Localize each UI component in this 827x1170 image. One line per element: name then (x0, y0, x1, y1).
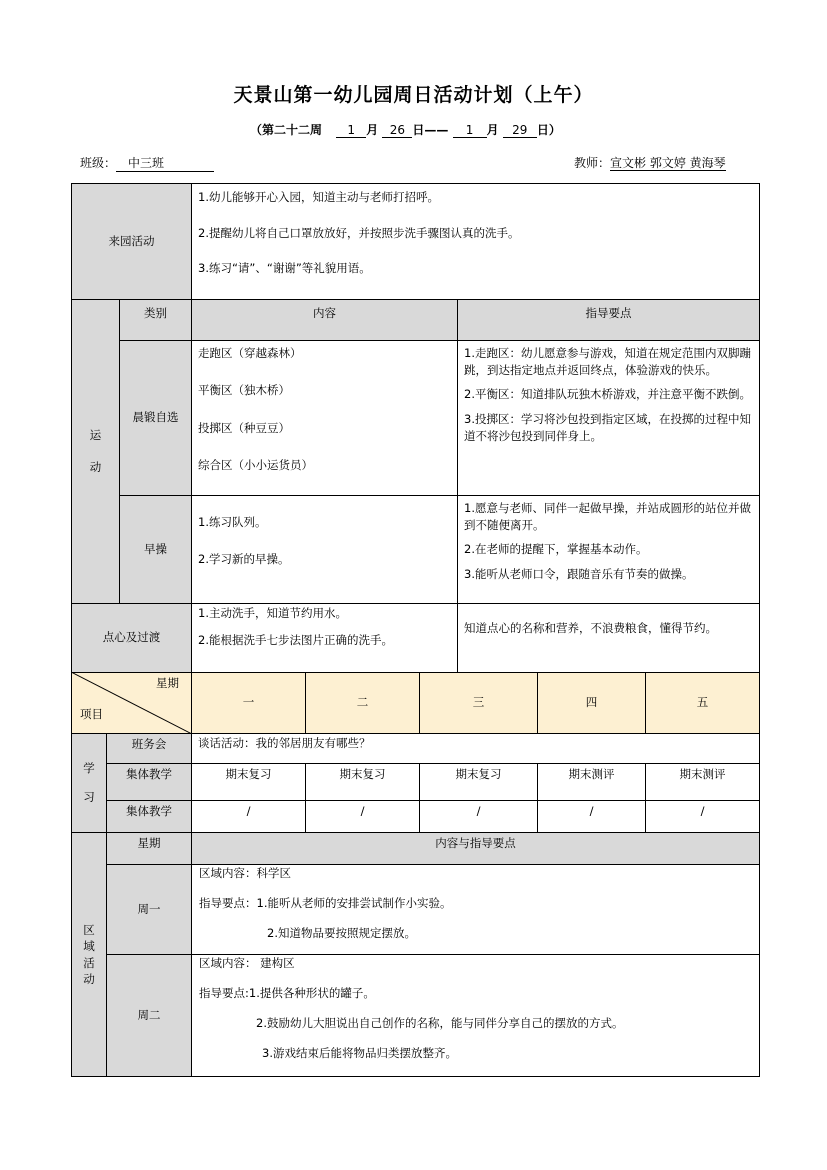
corner-item: 项目 (80, 706, 103, 721)
area-line: 3.游戏结束后能将物品归类摆放整齐。 (262, 1046, 457, 1060)
sport-label (71, 299, 120, 604)
start-day: 26 (382, 123, 412, 138)
class-meeting-content: 谈话活动：我的邻居朋友有哪些？ (191, 733, 760, 764)
schedule-corner (71, 672, 192, 734)
group-teaching-cell: 期末复习 (305, 763, 420, 801)
page-title: 天景山第一幼儿园周日活动计划（上午） (233, 84, 594, 106)
area-mon-content (191, 864, 760, 955)
group-teaching-label: 集体教学 (106, 763, 192, 801)
snack-points: 知道点心的名称和营养，不浪费粮食，懂得节约。 (457, 603, 760, 673)
area-label-char: 动 (83, 971, 95, 986)
corner-weekday: 星期 (156, 676, 179, 690)
area-label (71, 832, 107, 1077)
points-line: 2.在老师的提醒下，掌握基本动作。 (464, 542, 648, 557)
content-line: 2.学习新的早操。 (198, 552, 290, 567)
arrival-item: 2.提醒幼儿将自己口罩放放好，并按照步洗手骤图认真的洗手。 (198, 225, 520, 240)
end-suffix: 日） (536, 123, 561, 137)
teacher-names: 宣文彬 郭文婷 黄海琴 (610, 156, 726, 170)
area-label-char: 区 (83, 923, 95, 938)
content-line: 1.练习队列。 (198, 515, 267, 529)
sport-col-type: 类别 (119, 299, 192, 341)
content-line: 2.能根据洗手七步法图片正确的洗手。 (198, 633, 393, 648)
points-line: 3.投掷区：学习将沙包投到指定区域，在投掷的过程中知道不将沙包投到同伴身上。 (464, 412, 751, 443)
content-line: 平衡区（独木桥） (198, 383, 290, 398)
arrival-content (191, 183, 760, 300)
class-name: 中三班 (116, 154, 214, 172)
sport-col-content: 内容 (191, 299, 458, 341)
class-label: 班级： (80, 156, 117, 170)
morning-exercise-content (191, 495, 458, 604)
teacher-label: 教师： (574, 156, 611, 170)
day-header: 二 (305, 672, 420, 734)
area-line: 区域内容： 建构区 (199, 956, 295, 970)
week-range (250, 121, 561, 138)
group-teaching-cell: / (645, 800, 760, 833)
group-teaching-cell: 期末复习 (191, 763, 306, 801)
week-prefix: （第二十二周 (250, 123, 323, 137)
area-col-day: 星期 (106, 832, 192, 865)
points-line: 1.走跑区：幼儿愿意参与游戏，知道在规定范围内双脚蹦跳，到达指定地点并返回终点，体验游戏的快乐。 (464, 346, 751, 377)
content-line: 综合区（小小运货员） (198, 457, 313, 472)
month-char-2: 月 (486, 123, 499, 137)
area-line: 区域内容：科学区 (199, 866, 291, 880)
morning-exercise-points (457, 495, 760, 604)
snack-content (191, 603, 458, 673)
group-teaching-cell: 期末测评 (537, 763, 646, 801)
study-label-char: 习 (83, 790, 95, 804)
area-line: 指导要点：1.能听从老师的安排尝试制作小实验。 (199, 896, 452, 910)
sport-col-points: 指导要点 (457, 299, 760, 341)
class-meeting-label: 班务会 (106, 733, 192, 764)
content-line: 走跑区（穿越森林） (198, 346, 302, 360)
area-col-content: 内容与指导要点 (191, 832, 760, 865)
teacher-info (574, 154, 726, 171)
group-teaching-cell: / (305, 800, 420, 833)
end-day: 29 (503, 123, 537, 138)
group-teaching-cell: 期末复习 (419, 763, 538, 801)
end-month: 1 (453, 123, 487, 138)
morning-choice-content (191, 340, 458, 496)
sport-label-char: 运 (89, 428, 102, 443)
day-header: 一 (191, 672, 306, 734)
area-line: 2.鼓励幼儿大胆说出自己创作的名称，能与同伴分享自己的摆放的方式。 (256, 1016, 624, 1030)
arrival-item: 1.幼儿能够开心入园，知道主动与老师打招呼。 (198, 190, 439, 204)
group-teaching-cell: / (191, 800, 306, 833)
area-label-char: 活 (83, 955, 95, 970)
area-mon-label: 周一 (106, 864, 192, 955)
morning-exercise-label: 早操 (119, 495, 192, 604)
group-teaching-cell: / (419, 800, 538, 833)
day-dash: 日—— (412, 123, 449, 137)
content-line: 投掷区（种豆豆） (198, 420, 290, 435)
sport-label-char: 动 (89, 459, 102, 474)
snack-label: 点心及过渡 (71, 603, 192, 673)
group-teaching-label-2: 集体教学 (106, 800, 192, 833)
class-info (80, 154, 214, 172)
area-line: 2.知道物品要按照规定摆放。 (267, 926, 416, 940)
points-line: 3.能听从老师口令，跟随音乐有节奏的做操。 (464, 567, 694, 582)
content-line: 1.主动洗手，知道节约用水。 (198, 606, 347, 620)
arrival-label: 来园活动 (71, 183, 192, 300)
area-label-char: 域 (83, 939, 95, 954)
arrival-item: 3.练习“请”、“谢谢”等礼貌用语。 (198, 261, 371, 276)
area-tue-label: 周二 (106, 954, 192, 1077)
points-line: 2.平衡区：知道排队玩独木桥游戏，并注意平衡不跌倒。 (464, 387, 751, 402)
study-label-char: 学 (83, 760, 95, 775)
day-header: 三 (419, 672, 538, 734)
group-teaching-cell: 期末测评 (645, 763, 760, 801)
morning-choice-label: 晨锻自选 (119, 340, 192, 496)
group-teaching-cell: / (537, 800, 646, 833)
area-line: 指导要点:1.提供各种形状的罐子。 (199, 986, 375, 1000)
points-line: 1.愿意与老师、同伴一起做早操，并站成圆形的站位并做到不随便离开。 (464, 501, 751, 532)
study-label (71, 733, 107, 833)
morning-choice-points (457, 340, 760, 496)
day-header: 五 (645, 672, 760, 734)
month-char: 月 (366, 123, 379, 137)
start-month: 1 (336, 123, 366, 138)
day-header: 四 (537, 672, 646, 734)
area-tue-content (191, 954, 760, 1077)
